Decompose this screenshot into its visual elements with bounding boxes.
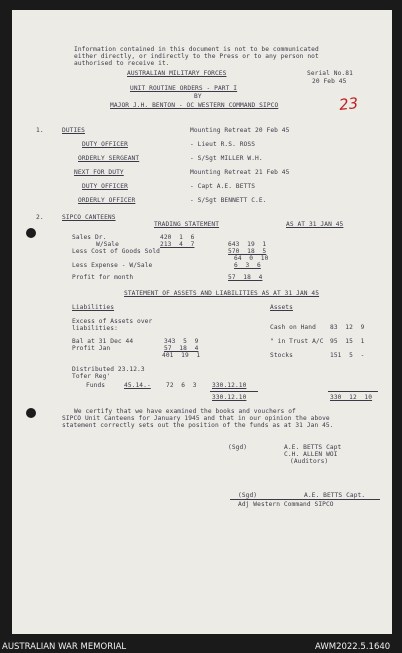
orderly-sergeant-name: - S/Sgt MILLER W.H. <box>190 155 263 162</box>
auditors-sgd: (Sgd) <box>228 444 248 451</box>
sales-value: 420 1 6 <box>160 234 195 241</box>
notice-line-2: either directly, or indirectly to the Press or to any person not <box>74 53 319 60</box>
adjutant-name: A.E. BETTS Capt. <box>304 492 366 499</box>
less-expense-value: 6 3 6 <box>234 262 261 269</box>
asset-cash-label: Cash on Hand <box>270 324 316 331</box>
liab-line-1: Excess of Assets over <box>72 318 153 325</box>
adjutant-sgd: (Sgd) <box>238 492 258 499</box>
profit-month-value: 57 18 4 <box>228 274 263 281</box>
orders-title: UNIT ROUTINE ORDERS - PART I <box>130 85 238 92</box>
gross-value: 64 0 10 <box>234 255 269 262</box>
section-1-number: 1. <box>36 127 44 134</box>
auditor-name-2: C.H. ALLEN WOI <box>284 451 338 458</box>
section-2-number: 2. <box>36 214 44 221</box>
less-cost-value: 570 18 5 <box>228 248 267 255</box>
liab-line-2: liabilities: <box>72 325 118 332</box>
duty-officer-name: - Lieut R.S. ROSS <box>190 141 256 148</box>
red-handwritten-number: 23 <box>338 94 359 114</box>
serial-number: Serial No.81 <box>307 70 353 77</box>
asset-stocks-label: Stocks <box>270 352 293 359</box>
profit-month-label: Profit for month <box>72 274 134 281</box>
asset-trust-value: 95 15 1 <box>330 338 365 345</box>
notice-line-3: authorised to receive it. <box>74 60 170 67</box>
orderly-sergeant-label: ORDERLY SERGEANT <box>78 155 140 162</box>
distributed-label-1: Distributed 23.12.3 <box>72 366 145 373</box>
section-1-title: DUTIES <box>62 127 85 134</box>
sales-label: Sales Dr. <box>72 234 107 241</box>
profit-jan-value: 57 18 4 <box>164 345 199 352</box>
next-duty-officer-label: DUTY OFFICER <box>82 183 128 190</box>
duties-mounting-1: Mounting Retreat 20 Feb 45 <box>190 127 290 134</box>
distributed-label-2: Tofer Reg' <box>72 373 111 380</box>
distributed-total: 330.12.10 <box>212 382 247 389</box>
footer-institution: AUSTRALIAN WAR MEMORIAL <box>2 642 127 652</box>
assets-total: 330 12 10 <box>330 394 373 401</box>
asset-cash-value: 83 12 9 <box>330 324 365 331</box>
assets-heading: Assets <box>270 304 293 311</box>
auditor-name-1: A.E. BETTS Capt <box>284 444 342 451</box>
liabilities-total: 330.12.10 <box>212 394 247 401</box>
adjutant-rule <box>230 499 380 500</box>
notice-line-1: Information contained in this document is not to be communicated <box>74 46 319 53</box>
profit-jan-label: Profit Jan <box>72 345 111 352</box>
orderly-officer-name: - S/Sgt BENNETT C.E. <box>190 197 267 204</box>
wsale-label: W/Sale <box>96 241 119 248</box>
bal-label: Bal at 31 Dec 44 <box>72 338 134 345</box>
trading-as-at: AS AT 31 JAN 45 <box>286 221 344 228</box>
distributed-label-3: Funds <box>86 382 106 389</box>
asset-trust-label: " in Trust A/C <box>270 338 324 345</box>
next-duty-mounting: Mounting Retreat 21 Feb 45 <box>190 169 290 176</box>
liab-sum-value: 401 19 1 <box>162 352 201 359</box>
commander-line: MAJOR J.H. BENTON - OC WESTERN COMMAND SIPCO <box>110 102 279 109</box>
next-duty-officer-name: - Capt A.E. BETTS <box>190 183 256 190</box>
less-expense-label: Less Expense - W/Sale <box>72 262 153 269</box>
bal-value: 343 5 9 <box>164 338 199 345</box>
asset-stocks-value: 151 5 - <box>330 352 365 359</box>
auditors-role: (Auditors) <box>290 458 329 465</box>
wsale-value: 213 4 7 <box>160 241 195 248</box>
less-cost-label: Less Cost of Goods Sold <box>72 248 160 255</box>
certificate-line-3: statement correctly sets out the position of the funds as at 31 Jan 45. <box>62 422 334 429</box>
liab-total-rule <box>210 391 258 392</box>
liabilities-heading: Liabilities <box>72 304 115 311</box>
trading-statement-title: TRADING STATEMENT <box>154 221 220 228</box>
sales-total: 643 19 1 <box>228 241 267 248</box>
orderly-officer-label: ORDERLY OFFICER <box>78 197 136 204</box>
footer-reference: AWM2022.5.1640 <box>315 642 391 652</box>
punch-hole-top <box>26 228 36 238</box>
assets-liabilities-title: STATEMENT OF ASSETS AND LIABILITIES AS AT 31 JAN 45 <box>124 290 320 297</box>
by-label: BY <box>194 93 202 100</box>
asset-total-rule <box>328 391 378 392</box>
org-heading: AUSTRALIAN MILITARY FORCES <box>127 70 227 77</box>
section-2-title: SIPCO CANTEENS <box>62 214 116 221</box>
certificate-line-1: We certify that we have examined the books and vouchers of <box>74 408 296 415</box>
adjutant-role: Adj Western Command SIPCO <box>238 501 334 508</box>
order-date: 20 Feb 45 <box>312 78 347 85</box>
certificate-line-2: SIPCO Unit Canteens for January 1945 and that in our opinion the above <box>62 415 330 422</box>
duty-officer-label: DUTY OFFICER <box>82 141 128 148</box>
punch-hole-bottom <box>26 408 36 418</box>
distributed-value: 45.14.- <box>124 382 151 389</box>
document-page <box>12 10 392 634</box>
next-for-duty-label: NEXT FOR DUTY <box>74 169 124 176</box>
distributed-value-2: 72 6 3 <box>166 382 197 389</box>
